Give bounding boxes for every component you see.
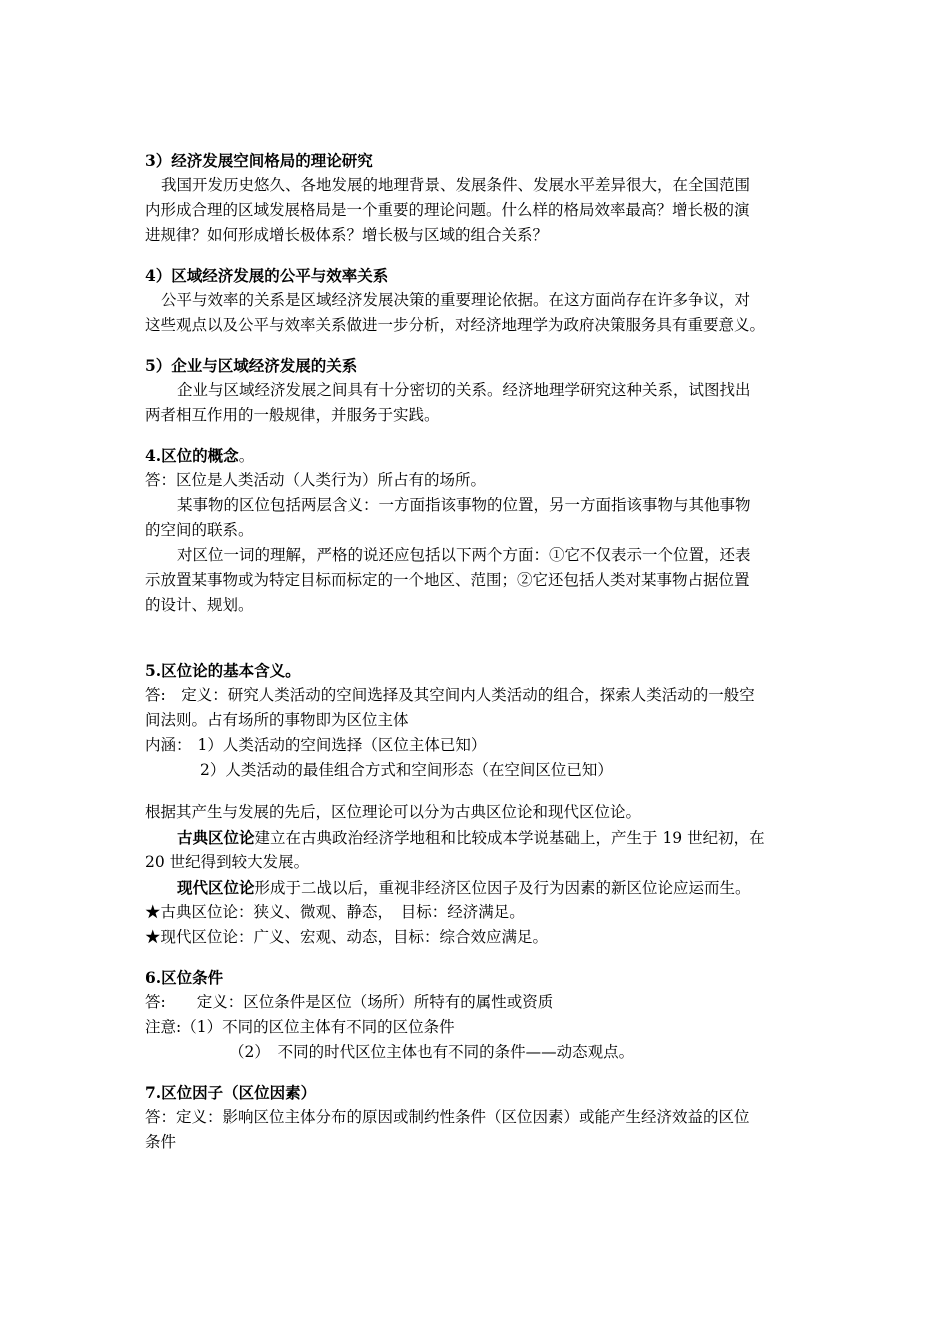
question-4-line-1: 某事物的区位包括两层含义：一方面指该事物的位置，另一方面指该事物与其他事物 [177, 496, 751, 514]
section-3-line-1: 我国开发历史悠久、各地发展的地理背景、发展条件、发展水平差异很大，在全国范围 [161, 176, 751, 194]
classic-theory-term: 古典区位论 [177, 828, 255, 847]
question-5-connotation-1 [145, 733, 810, 758]
section-3-line-3: 进规律？如何形成增长极体系？增长极与区域的组合关系？ [145, 226, 549, 244]
section-5-heading: 5）企业与区域经济发展的关系 [145, 356, 358, 375]
section-3-heading: 3）经济发展空间格局的理论研究 [145, 151, 373, 170]
connotation-label: 内涵： [145, 736, 192, 754]
question-4-heading [145, 443, 810, 468]
modern-theory-term: 现代区位论 [177, 878, 255, 897]
section-3-line-2: 内形成合理的区域发展格局是一个重要的理论问题。什么样的格局效率最高？增长极的演 [145, 201, 750, 219]
section-4-heading: 4）区域经济发展的公平与效率关系 [145, 266, 389, 285]
star-item-classic: ★古典区位论：狭义、微观、静态， 目标：经济满足。 [145, 903, 525, 921]
question-5-connotation-2: 2）人类活动的最佳组合方式和空间形态（在空间区位已知） [200, 761, 613, 779]
section-4-line-2: 这些观点以及公平与效率关系做进一步分析，对经济地理学为政府决策服务具有重要意义。 [145, 316, 766, 334]
question-6-heading: 6.区位条件 [145, 968, 224, 987]
question-6-note-2: （2） 不同的时代区位主体也有不同的条件——动态观点。 [229, 1043, 635, 1061]
question-6-note-1: 注意:（1）不同的区位主体有不同的区位条件 [145, 1018, 455, 1036]
modern-theory-line [145, 875, 810, 900]
section-5-line-1: 企业与区域经济发展之间具有十分密切的关系。经济地理学研究这种关系，试图找出 [177, 381, 751, 399]
question-7-answer-2: 条件 [145, 1133, 177, 1151]
star-item-modern: ★现代区位论：广义、宏观、动态，目标：综合效应满足。 [145, 928, 549, 946]
question-4-line-5: 的设计、规划。 [145, 596, 254, 614]
document-page [145, 148, 810, 1155]
theory-intro: 根据其产生与发展的先后，区位理论可以分为古典区位论和现代区位论。 [145, 803, 642, 821]
section-5-line-2: 两者相互作用的一般规律，并服务于实践。 [145, 406, 440, 424]
question-4-heading-tail: 。 [238, 447, 255, 465]
question-4-answer: 答：区位是人类活动（人类行为）所占有的场所。 [145, 471, 487, 489]
question-5-answer-2: 间法则。占有场所的事物即为区位主体 [145, 711, 409, 729]
classic-theory-line-2: 20 世纪得到较大发展。 [145, 853, 310, 871]
question-7-heading: 7.区位因子（区位因素） [145, 1083, 317, 1102]
question-4-line-2: 的空间的联系。 [145, 521, 254, 539]
question-4-heading-text: 4.区位的概念 [145, 446, 239, 465]
modern-theory-text: 形成于二战以后，重视非经济区位因子及行为因素的新区位论应运而生。 [254, 879, 751, 897]
question-7-answer-1: 答：定义：影响区位主体分布的原因或制约性条件（区位因素）或能产生经济效益的区位 [145, 1108, 750, 1126]
classic-theory-line [145, 825, 810, 850]
connotation-item-1: 1）人类活动的空间选择（区位主体已知） [197, 736, 487, 754]
question-4-line-3: 对区位一词的理解，严格的说还应包括以下两个方面：①它不仅表示一个位置，还表 [177, 546, 751, 564]
question-5-answer-1: 答: 定义：研究人类活动的空间选择及其空间内人类活动的组合，探索人类活动的一般空 [145, 686, 755, 704]
question-4-line-4: 示放置某事物或为特定目标而标定的一个地区、范围；②它还包括人类对某事物占据位置 [145, 571, 750, 589]
question-5-heading: 5.区位论的基本含义。 [145, 661, 301, 680]
question-6-answer: 答: 定义：区位条件是区位（场所）所特有的属性或资质 [145, 993, 554, 1011]
section-4-line-1: 公平与效率的关系是区域经济发展决策的重要理论依据。在这方面尚存在许多争议，对 [161, 291, 751, 309]
classic-theory-text: 建立在古典政治经济学地租和比较成本学说基础上，产生于 19 世纪初，在 [254, 829, 765, 847]
